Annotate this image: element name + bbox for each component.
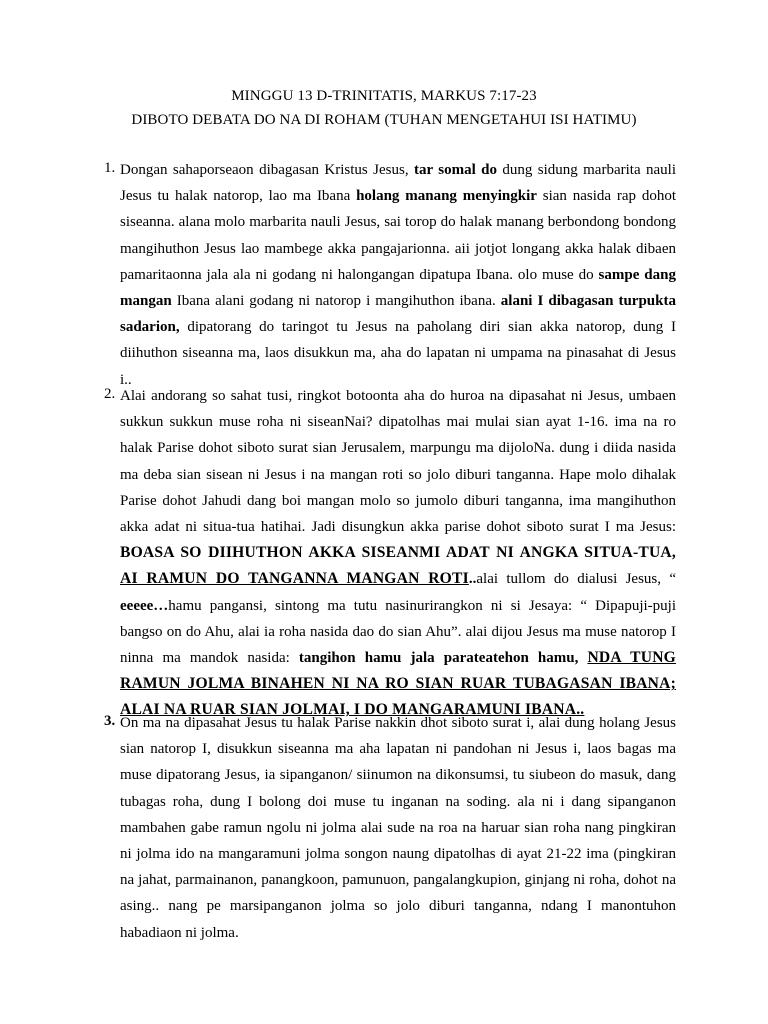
bold-text-segment: BOASA SO DIIHUTHON AKKA SISEANMI ADAT NI ANGKA SITUA-TUA,	[120, 544, 676, 562]
bold-text-segment: NDA TUNG RAMUN JOLMA BINAHEN NI NA RO SIAN RUAR TUBAGASAN IBANA; ALAI NA RUAR SIAN JOLMAI, I DO MANGARAMUNI IBANA..	[120, 649, 676, 719]
text-segment: dung sidung marbarita nauli Jesus tu halak natorop, lao ma Ibana	[120, 162, 676, 205]
item-3-number: 3.	[104, 713, 116, 729]
item-1-paragraph	[120, 157, 676, 393]
item-2-number: 2.	[104, 386, 116, 402]
text-segment: hamu pangansi, sintong ma tutu nasinurirangkon ni si Jesaya: “ Dipapuji-puji bangso on do Ahu, alai ia roha nasida dao do sian Ahu”. alai dijou Jesus ma muse natorop I ninna ma mandok nasida:	[120, 597, 676, 667]
bold-text-segment: holang manang menyingkir	[356, 188, 537, 205]
text-segment: Alai andorang so sahat tusi, ringkot botoonta aha do huroa na dipasahat ni Jesus, umbaen sukkun sukkun muse roha ni siseanNai? dipatolhas mai mulai sian ayat 1-16. ima na ro halak Parise dohot siboto surat sian Jerusalem, marpungu ma dijoloNa. dung i diida nasida ma deba sian sisean ni Jesus i na mangan roti so jolo diburi tanganna. Hape molo dihalak Parise dohot Jahudi dang boi mangan molo so jumolo diburi tanganna, ima mangihuthon akka adat ni situa-tua hatihai. Jadi disungkun akka parise dohot siboto surat I ma Jesus:	[120, 388, 676, 536]
bold-text-segment: AI RAMUN DO TANGANNA MANGAN ROTI	[120, 570, 469, 588]
bold-text-segment: tangihon hamu jala parateatehon hamu,	[298, 650, 588, 667]
item-3-paragraph	[120, 710, 676, 946]
text-segment: alai tullom do dialusi Jesus, “	[476, 571, 676, 588]
bold-text-segment: tar somal do	[413, 162, 497, 178]
bold-text-segment: sampe dang mangan	[120, 266, 676, 310]
text-segment: dipatorang do taringot tu Jesus na paholang diri sian akka natorop, dung I diihuthon siseanna ma, laos disukkun ma, aha do lapatan ni umpama na pinasahat di Jesus i..	[120, 319, 676, 388]
document-title: MINGGU 13 D-TRINITATIS, MARKUS 7:17-23	[231, 88, 537, 104]
text-segment: sian nasida rap dohot siseanna. alana molo marbarita nauli Jesus, sai torop do halak manang berbondong bondong mangihuthon Jesus lao mambege akka pangajarionna. aii jotjot longang akka halak dibaen pamaritaonna jala ala ni godang ni halongangan dipatupa Ibana. olo muse do	[120, 188, 676, 283]
bold-text-segment: alani I dibagasan turpukta sadarion,	[120, 293, 676, 336]
text-segment: Dongan sahaporseaon dibagasan Kristus Jesus,	[120, 162, 414, 178]
item-2-paragraph	[120, 383, 676, 724]
document-subtitle: DIBOTO DEBATA DO NA DI ROHAM (TUHAN MENGETAHUI ISI HATIMU)	[131, 112, 637, 128]
text-segment: Ibana alani godang ni natorop i mangihuthon ibana.	[171, 293, 501, 310]
item-1-number: 1.	[104, 160, 116, 176]
bold-text-segment: eeeee…	[120, 597, 169, 614]
text-segment: On ma na dipasahat Jesus tu halak Parise nakkin dhot siboto surat i, alai dung holang Jesus sian natorop I, disukkun siseanna ma aha lapatan ni pandohan ni Jesus i, laos bagas ma muse dipatorang Jesus, ia sipanganon/ siinumon na dikonsumsi, tu siubeon do masuk, dang tubagas roha, dung I bolong doi muse tu inganan na soding. ala ni i dang sipanganon mambahen gabe ramun ngolu ni jolma alai sude na roa na haruar sian roha nang pingkiran ni jolma ido na mangaramuni jolma songon naung dipatolhas di ayat 21-22 ima (pingkiran na jahat, parmainanon, panangkoon, pamunuon, pangalangkupion, ginjang ni roha, dohot na asing.. nang pe marsipanganon jolma so jolo diburi tanganna, ndang I manontuhon habadiaon ni jolma.	[120, 715, 676, 941]
bold-text-segment: ..	[468, 571, 477, 588]
